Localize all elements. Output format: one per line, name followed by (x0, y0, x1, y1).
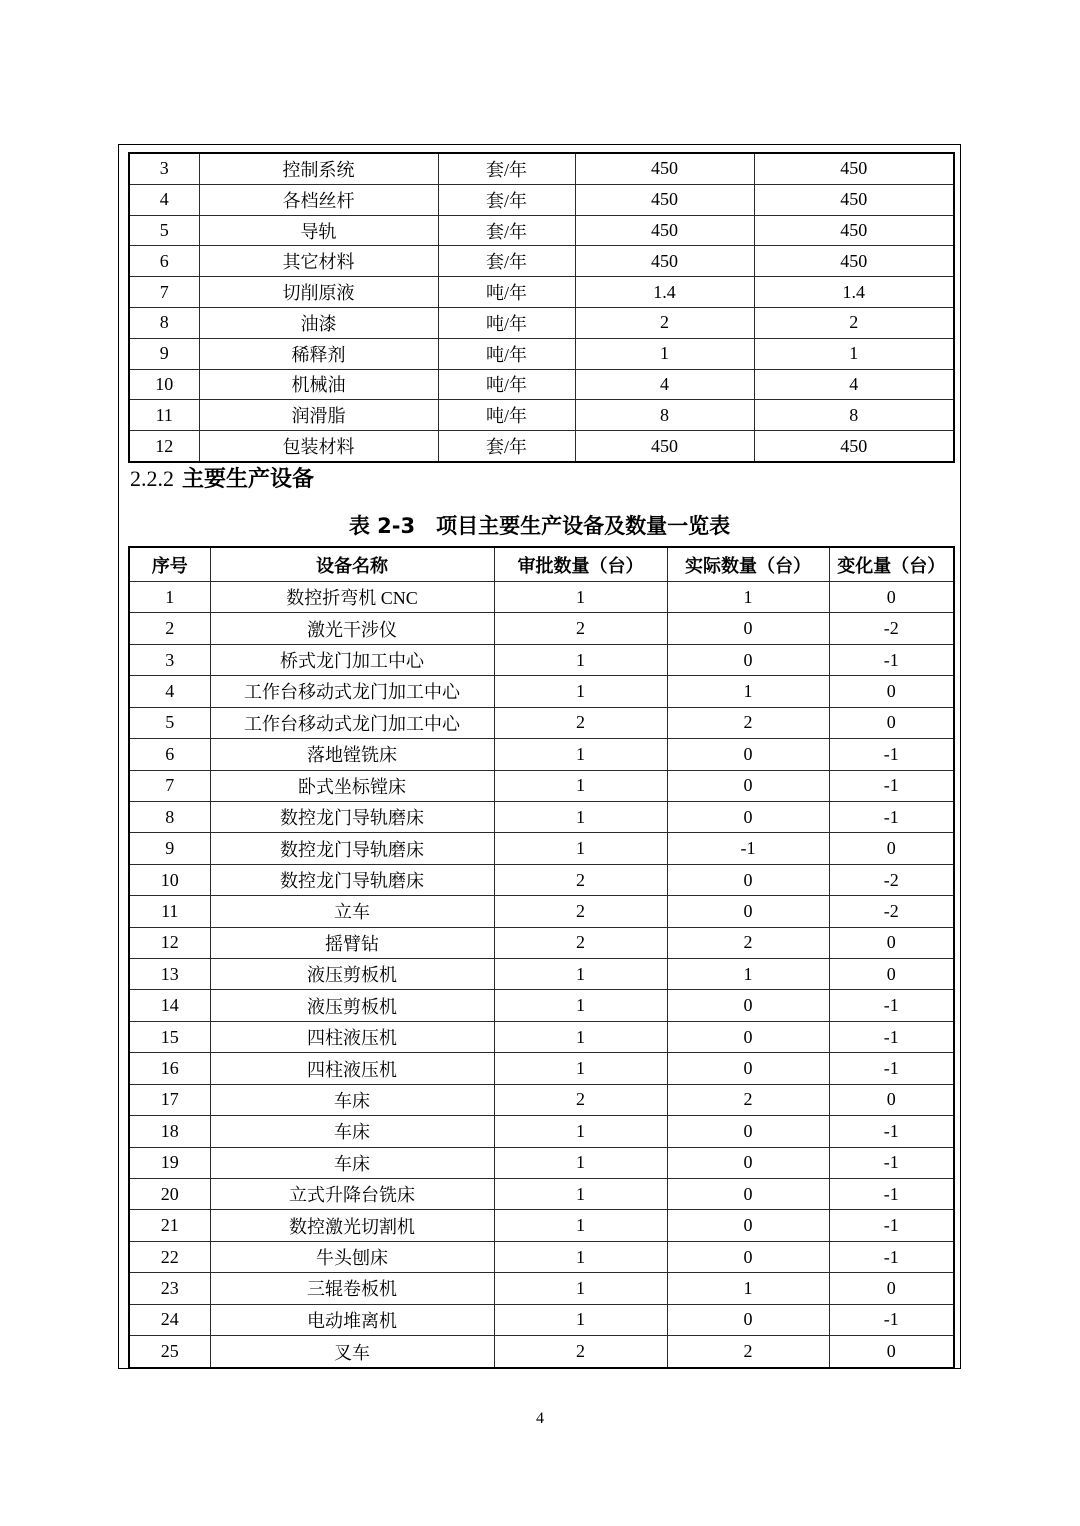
table-row (129, 1241, 954, 1272)
table-cell: 桥式龙门加工中心 (210, 644, 494, 675)
table-row (129, 215, 954, 246)
table-cell: 吨/年 (438, 277, 575, 308)
table-cell: -1 (829, 1116, 954, 1147)
table-cell: 稀释剂 (199, 338, 438, 369)
table-cell: 车床 (210, 1147, 494, 1178)
table-cell: 25 (129, 1336, 210, 1368)
column-header: 设备名称 (210, 547, 494, 582)
table-row (129, 1273, 954, 1304)
table-row (129, 277, 954, 308)
table-cell: 0 (667, 864, 829, 895)
table-cell: 0 (829, 927, 954, 958)
table-cell: 20 (129, 1179, 210, 1210)
table-cell: 0 (667, 896, 829, 927)
table-row (129, 1147, 954, 1178)
table-cell: 11 (129, 400, 199, 431)
table-cell: 12 (129, 431, 199, 462)
table-row (129, 990, 954, 1021)
table-cell: 三辊卷板机 (210, 1273, 494, 1304)
table-cell: 8 (129, 801, 210, 832)
table-cell: 1 (667, 1273, 829, 1304)
table-row (129, 184, 954, 215)
table-cell: 电动堆离机 (210, 1304, 494, 1335)
table-row (129, 153, 954, 184)
table-cell: 导轨 (199, 215, 438, 246)
table-row (129, 1336, 954, 1368)
table-row (129, 582, 954, 613)
table-cell: 0 (829, 1273, 954, 1304)
table-cell: 450 (575, 184, 754, 215)
table-cell: -1 (829, 1241, 954, 1272)
table-row (129, 801, 954, 832)
table-row (129, 1084, 954, 1115)
table-cell: 2 (129, 613, 210, 644)
table-row (129, 400, 954, 431)
table-cell: 8 (754, 400, 954, 431)
table-row (129, 1304, 954, 1335)
table-cell: 450 (575, 215, 754, 246)
table-row (129, 369, 954, 400)
table-row (129, 338, 954, 369)
table-cell: -1 (829, 739, 954, 770)
table-cell: 2 (667, 1084, 829, 1115)
table-cell: 2 (494, 927, 667, 958)
table-cell: 1 (494, 1210, 667, 1241)
materials-table (128, 152, 955, 463)
table-cell: 2 (494, 613, 667, 644)
table-cell: -1 (829, 1210, 954, 1241)
table-cell: 0 (829, 959, 954, 990)
table-cell: 数控龙门导轨磨床 (210, 864, 494, 895)
table-cell: 0 (667, 613, 829, 644)
table-cell: 油漆 (199, 307, 438, 338)
table-row (129, 1021, 954, 1052)
table-cell: 21 (129, 1210, 210, 1241)
table-cell: 10 (129, 864, 210, 895)
table-cell: 0 (667, 1210, 829, 1241)
table-cell: 2 (494, 1336, 667, 1368)
table-cell: 2 (494, 707, 667, 738)
table-cell: 18 (129, 1116, 210, 1147)
table-cell: 1 (494, 833, 667, 864)
table-cell: 1 (494, 770, 667, 801)
table-cell: 0 (667, 1304, 829, 1335)
table-cell: 2 (575, 307, 754, 338)
table-cell: 8 (129, 307, 199, 338)
table-row (129, 676, 954, 707)
section-heading (130, 463, 314, 495)
table-row (129, 307, 954, 338)
table-row (129, 959, 954, 990)
table-cell: 2 (494, 1084, 667, 1115)
table-cell: -2 (829, 896, 954, 927)
table-cell: 1 (494, 959, 667, 990)
table-cell: 四柱液压机 (210, 1021, 494, 1052)
table-cell: 450 (754, 184, 954, 215)
table-cell: 1 (129, 582, 210, 613)
table-cell: 1 (494, 676, 667, 707)
table-cell: 车床 (210, 1084, 494, 1115)
table-cell: 15 (129, 1021, 210, 1052)
table-cell: 激光干涉仪 (210, 613, 494, 644)
table-cell: 落地镗铣床 (210, 739, 494, 770)
table-cell: 1 (667, 959, 829, 990)
table-cell: 10 (129, 369, 199, 400)
table-cell: -1 (829, 801, 954, 832)
table-cell: 车床 (210, 1116, 494, 1147)
table-cell: 0 (829, 1336, 954, 1368)
table-row (129, 833, 954, 864)
table-cell: 立车 (210, 896, 494, 927)
table-cell: 0 (829, 1084, 954, 1115)
table-cell: 0 (667, 1116, 829, 1147)
table-cell: 1 (494, 1273, 667, 1304)
page-number: 4 (536, 1410, 544, 1427)
table-cell: 数控折弯机 CNC (210, 582, 494, 613)
table-cell: 0 (829, 707, 954, 738)
table-cell: -1 (829, 644, 954, 675)
table-row (129, 707, 954, 738)
table-cell: 牛头刨床 (210, 1241, 494, 1272)
table-row (129, 927, 954, 958)
table-cell: 450 (754, 246, 954, 277)
table-cell: 2 (494, 896, 667, 927)
table-cell: 套/年 (438, 153, 575, 184)
table-cell: 1 (494, 990, 667, 1021)
table-cell: 17 (129, 1084, 210, 1115)
table-cell: 0 (667, 1179, 829, 1210)
table-cell: 2 (494, 864, 667, 895)
table-cell: 1 (494, 644, 667, 675)
table-cell: 套/年 (438, 246, 575, 277)
table-cell: 数控龙门导轨磨床 (210, 801, 494, 832)
table-cell: 3 (129, 153, 199, 184)
table-cell: -1 (829, 1304, 954, 1335)
table-row (129, 1210, 954, 1241)
table-cell: 0 (667, 990, 829, 1021)
table-cell: 450 (575, 431, 754, 462)
table-cell: 数控龙门导轨磨床 (210, 833, 494, 864)
table-cell: -2 (829, 864, 954, 895)
table-cell: 吨/年 (438, 400, 575, 431)
table-cell: -1 (829, 1179, 954, 1210)
table-cell: 机械油 (199, 369, 438, 400)
table-cell: 1 (494, 582, 667, 613)
table-row (129, 613, 954, 644)
table-row (129, 739, 954, 770)
table-row (129, 1116, 954, 1147)
table-cell: -1 (829, 990, 954, 1021)
table-cell: 2 (667, 1336, 829, 1368)
section-title: 主要生产设备 (182, 467, 315, 492)
table-cell: 1.4 (754, 277, 954, 308)
table-cell: 0 (667, 1147, 829, 1178)
table-cell: 吨/年 (438, 338, 575, 369)
table-cell: 套/年 (438, 215, 575, 246)
table-cell: 吨/年 (438, 369, 575, 400)
table-cell: 数控激光切割机 (210, 1210, 494, 1241)
table-cell: 7 (129, 770, 210, 801)
table-cell: 1 (754, 338, 954, 369)
table-cell: 摇臂钻 (210, 927, 494, 958)
table-cell: 450 (754, 153, 954, 184)
table-row (129, 1179, 954, 1210)
table-cell: 1 (494, 739, 667, 770)
table-cell: -1 (829, 1053, 954, 1084)
table-cell: 工作台移动式龙门加工中心 (210, 676, 494, 707)
table-cell: 5 (129, 215, 199, 246)
table-cell: 液压剪板机 (210, 959, 494, 990)
table-cell: 0 (667, 801, 829, 832)
table-cell: 22 (129, 1241, 210, 1272)
table-row (129, 864, 954, 895)
table-cell: 0 (667, 739, 829, 770)
table-cell: -1 (829, 1021, 954, 1052)
table-cell: 1 (494, 1179, 667, 1210)
column-header: 序号 (129, 547, 210, 582)
table-cell: 0 (829, 676, 954, 707)
table-row (129, 1053, 954, 1084)
table-cell: 9 (129, 338, 199, 369)
table-cell: 4 (575, 369, 754, 400)
table-cell: 套/年 (438, 184, 575, 215)
table-cell: 1 (575, 338, 754, 369)
table-cell: -1 (829, 770, 954, 801)
table-cell: 四柱液压机 (210, 1053, 494, 1084)
table-cell: 1 (494, 1021, 667, 1052)
table-cell: 液压剪板机 (210, 990, 494, 1021)
table-cell: 吨/年 (438, 307, 575, 338)
table-row (129, 896, 954, 927)
table-cell: 6 (129, 246, 199, 277)
table-cell: 0 (667, 1241, 829, 1272)
column-header: 审批数量（台） (494, 547, 667, 582)
table-cell: 1 (494, 1304, 667, 1335)
table-cell: 19 (129, 1147, 210, 1178)
table-cell: 0 (667, 644, 829, 675)
table-cell: 0 (667, 770, 829, 801)
table-cell: 450 (575, 153, 754, 184)
table-row (129, 431, 954, 462)
table-cell: 0 (829, 582, 954, 613)
page-content-frame (118, 144, 961, 1369)
equipment-header-row (129, 547, 954, 582)
table-cell: 5 (129, 707, 210, 738)
table-cell: 12 (129, 927, 210, 958)
table-cell: 23 (129, 1273, 210, 1304)
equipment-table (128, 546, 955, 1369)
table-cell: 润滑脂 (199, 400, 438, 431)
table-cell: 13 (129, 959, 210, 990)
table-cell: 1.4 (575, 277, 754, 308)
table-cell: -1 (829, 1147, 954, 1178)
table-cell: 立式升降台铣床 (210, 1179, 494, 1210)
table-cell: 0 (667, 1053, 829, 1084)
table-cell: 1 (494, 1241, 667, 1272)
table-cell: 450 (754, 215, 954, 246)
equipment-table-title: 表 2-3 项目主要生产设备及数量一览表 (348, 514, 731, 538)
table-cell: 0 (667, 1021, 829, 1052)
column-header: 变化量（台） (829, 547, 954, 582)
table-cell: 4 (129, 676, 210, 707)
table-cell: 套/年 (438, 431, 575, 462)
table-cell: 卧式坐标镗床 (210, 770, 494, 801)
table-cell: 1 (494, 1053, 667, 1084)
table-cell: 450 (575, 246, 754, 277)
table-row (129, 770, 954, 801)
table-cell: 1 (494, 801, 667, 832)
table-cell: 11 (129, 896, 210, 927)
table-cell: 3 (129, 644, 210, 675)
table-cell: 14 (129, 990, 210, 1021)
table-cell: 其它材料 (199, 246, 438, 277)
table-cell: 叉车 (210, 1336, 494, 1368)
table-cell: 1 (667, 582, 829, 613)
table-cell: 2 (754, 307, 954, 338)
table-cell: 2 (667, 707, 829, 738)
table-row (129, 644, 954, 675)
table-cell: 6 (129, 739, 210, 770)
table-row (129, 246, 954, 277)
table-cell: 9 (129, 833, 210, 864)
table-cell: 包装材料 (199, 431, 438, 462)
table-cell: 24 (129, 1304, 210, 1335)
table-cell: 控制系统 (199, 153, 438, 184)
table-cell: 切削原液 (199, 277, 438, 308)
table-cell: 1 (494, 1116, 667, 1147)
table-cell: 7 (129, 277, 199, 308)
table-cell: 0 (829, 833, 954, 864)
table-cell: 450 (754, 431, 954, 462)
table-cell: 2 (667, 927, 829, 958)
table-cell: 16 (129, 1053, 210, 1084)
table-cell: 8 (575, 400, 754, 431)
table-cell: -2 (829, 613, 954, 644)
table-cell: -1 (667, 833, 829, 864)
table-cell: 1 (494, 1147, 667, 1178)
table-cell: 4 (754, 369, 954, 400)
section-number: 2.2.2 (130, 466, 174, 491)
table-cell: 各档丝杆 (199, 184, 438, 215)
table-cell: 1 (667, 676, 829, 707)
column-header: 实际数量（台） (667, 547, 829, 582)
table-cell: 工作台移动式龙门加工中心 (210, 707, 494, 738)
table-cell: 4 (129, 184, 199, 215)
